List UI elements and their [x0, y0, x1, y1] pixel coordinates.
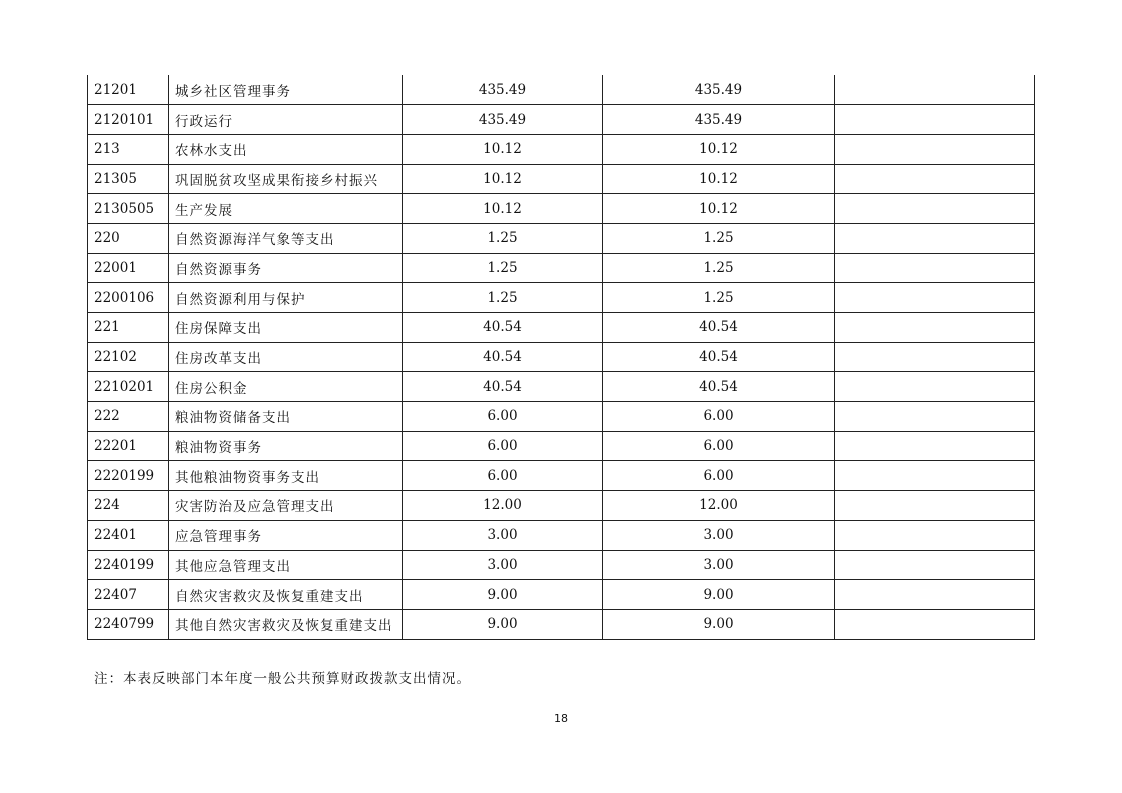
table-row: [88, 253, 1035, 283]
cell-amount-1: 40.54: [403, 313, 603, 343]
cell-amount-1: 10.12: [403, 164, 603, 194]
cell-amount-1: 3.00: [403, 550, 603, 580]
cell-name: 自然资源海洋气象等支出: [169, 223, 403, 253]
table-row: [88, 431, 1035, 461]
cell-amount-3: [835, 194, 1035, 224]
cell-name: 住房保障支出: [169, 313, 403, 343]
cell-code: 22102: [88, 342, 169, 372]
cell-amount-1: 10.12: [403, 134, 603, 164]
cell-code: 2220199: [88, 461, 169, 491]
cell-amount-2: 3.00: [603, 550, 835, 580]
cell-amount-2: 9.00: [603, 580, 835, 610]
cell-name: 其他自然灾害救灾及恢复重建支出: [169, 609, 403, 639]
cell-name: 行政运行: [169, 105, 403, 135]
cell-amount-1: 3.00: [403, 520, 603, 550]
cell-amount-3: [835, 461, 1035, 491]
cell-code: 2240199: [88, 550, 169, 580]
table-row: [88, 609, 1035, 639]
cell-amount-2: 435.49: [603, 75, 835, 105]
cell-code: 2130505: [88, 194, 169, 224]
table-row: [88, 134, 1035, 164]
cell-amount-3: [835, 372, 1035, 402]
cell-name: 住房改革支出: [169, 342, 403, 372]
cell-amount-3: [835, 283, 1035, 313]
cell-code: 2200106: [88, 283, 169, 313]
cell-name: 灾害防治及应急管理支出: [169, 491, 403, 521]
table-row: [88, 550, 1035, 580]
cell-amount-3: [835, 609, 1035, 639]
cell-code: 220: [88, 223, 169, 253]
table-row: [88, 105, 1035, 135]
cell-amount-2: 435.49: [603, 105, 835, 135]
cell-name: 粮油物资储备支出: [169, 402, 403, 432]
cell-amount-2: 3.00: [603, 520, 835, 550]
cell-code: 2210201: [88, 372, 169, 402]
cell-name: 自然灾害救灾及恢复重建支出: [169, 580, 403, 610]
cell-code: 224: [88, 491, 169, 521]
cell-name: 自然资源事务: [169, 253, 403, 283]
table-row: [88, 75, 1035, 105]
cell-amount-2: 6.00: [603, 461, 835, 491]
cell-amount-2: 10.12: [603, 194, 835, 224]
cell-code: 2240799: [88, 609, 169, 639]
cell-amount-3: [835, 491, 1035, 521]
cell-amount-3: [835, 75, 1035, 105]
cell-code: 222: [88, 402, 169, 432]
cell-name: 自然资源利用与保护: [169, 283, 403, 313]
cell-code: 22001: [88, 253, 169, 283]
cell-amount-2: 10.12: [603, 134, 835, 164]
cell-amount-3: [835, 520, 1035, 550]
cell-name: 住房公积金: [169, 372, 403, 402]
table-row: [88, 164, 1035, 194]
cell-amount-2: 9.00: [603, 609, 835, 639]
cell-amount-1: 6.00: [403, 402, 603, 432]
cell-amount-3: [835, 431, 1035, 461]
cell-name: 生产发展: [169, 194, 403, 224]
cell-amount-1: 435.49: [403, 105, 603, 135]
cell-amount-2: 1.25: [603, 253, 835, 283]
cell-amount-2: 6.00: [603, 402, 835, 432]
cell-amount-2: 1.25: [603, 283, 835, 313]
table-row: [88, 313, 1035, 343]
cell-amount-2: 40.54: [603, 372, 835, 402]
cell-amount-2: 6.00: [603, 431, 835, 461]
cell-code: 22407: [88, 580, 169, 610]
cell-amount-2: 12.00: [603, 491, 835, 521]
cell-amount-3: [835, 105, 1035, 135]
cell-code: 22201: [88, 431, 169, 461]
cell-name: 其他应急管理支出: [169, 550, 403, 580]
cell-name: 应急管理事务: [169, 520, 403, 550]
cell-amount-3: [835, 580, 1035, 610]
cell-amount-2: 40.54: [603, 342, 835, 372]
cell-amount-1: 435.49: [403, 75, 603, 105]
table-row: [88, 520, 1035, 550]
cell-code: 221: [88, 313, 169, 343]
cell-amount-1: 1.25: [403, 253, 603, 283]
cell-amount-1: 12.00: [403, 491, 603, 521]
cell-amount-3: [835, 253, 1035, 283]
table-note: 注：本表反映部门本年度一般公共预算财政拨款支出情况。: [94, 671, 471, 687]
budget-table-body: [88, 75, 1035, 639]
cell-amount-2: 40.54: [603, 313, 835, 343]
table-row: [88, 491, 1035, 521]
cell-amount-1: 1.25: [403, 223, 603, 253]
table-row: [88, 223, 1035, 253]
cell-name: 城乡社区管理事务: [169, 75, 403, 105]
budget-table: [87, 75, 1035, 640]
cell-amount-1: 9.00: [403, 580, 603, 610]
cell-amount-1: 40.54: [403, 342, 603, 372]
cell-amount-1: 9.00: [403, 609, 603, 639]
page-number: 18: [554, 712, 568, 725]
cell-amount-2: 1.25: [603, 223, 835, 253]
cell-amount-3: [835, 134, 1035, 164]
cell-name: 其他粮油物资事务支出: [169, 461, 403, 491]
cell-amount-3: [835, 342, 1035, 372]
table-row: [88, 194, 1035, 224]
cell-amount-3: [835, 223, 1035, 253]
cell-code: 213: [88, 134, 169, 164]
cell-name: 巩固脱贫攻坚成果衔接乡村振兴: [169, 164, 403, 194]
cell-amount-1: 40.54: [403, 372, 603, 402]
cell-code: 22401: [88, 520, 169, 550]
cell-name: 粮油物资事务: [169, 431, 403, 461]
cell-amount-3: [835, 313, 1035, 343]
table-row: [88, 372, 1035, 402]
table-row: [88, 283, 1035, 313]
cell-amount-3: [835, 402, 1035, 432]
cell-name: 农林水支出: [169, 134, 403, 164]
cell-code: 21201: [88, 75, 169, 105]
cell-amount-3: [835, 550, 1035, 580]
cell-amount-1: 1.25: [403, 283, 603, 313]
cell-amount-1: 6.00: [403, 461, 603, 491]
cell-amount-1: 6.00: [403, 431, 603, 461]
cell-amount-3: [835, 164, 1035, 194]
cell-amount-2: 10.12: [603, 164, 835, 194]
cell-code: 2120101: [88, 105, 169, 135]
table-row: [88, 580, 1035, 610]
cell-amount-1: 10.12: [403, 194, 603, 224]
cell-code: 21305: [88, 164, 169, 194]
table-row: [88, 342, 1035, 372]
table-row: [88, 461, 1035, 491]
table-row: [88, 402, 1035, 432]
